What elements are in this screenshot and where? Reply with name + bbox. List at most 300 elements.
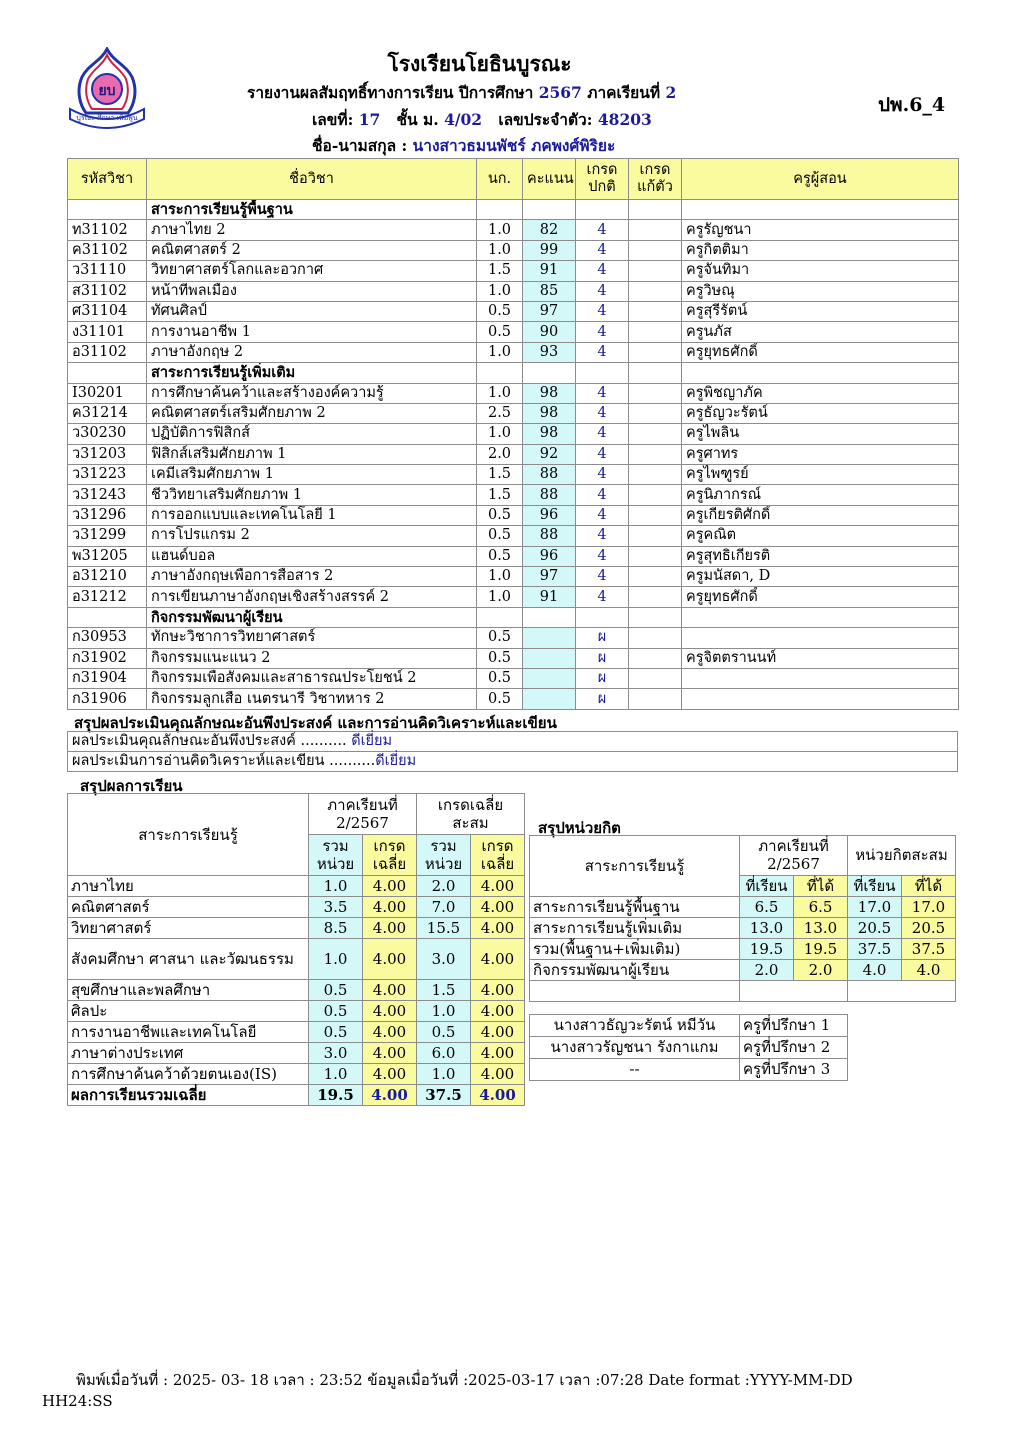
learning-cell: สังคมศึกษา ศาสนา และวัฒนธรรม [68, 939, 309, 980]
credit-cell: 13.0 [740, 918, 794, 939]
subject-cell: ครูกิตติมา [682, 240, 959, 260]
subject-row [68, 485, 959, 505]
subject-cell: 88 [523, 465, 576, 485]
subject-cell: ว31203 [68, 444, 147, 464]
subject-cell: 1.5 [477, 261, 523, 281]
subject-cell: ว31110 [68, 261, 147, 281]
subject-cell: 98 [523, 424, 576, 444]
learning-summary-table: สาระการเรียนรู้ ภาคเรียนที่ 2/2567 เกรดเฉลี่ย สะสม รวม หน่วย เกรด เฉลี่ย รวม หน่วย เกรด เฉลี่ย ภาษาไทย 1.0 4.00 2.0 4.00 คณิตศาสตร์ 3.5 4.00 7.0 4.00 วิทยาศาสตร์ 8.5 4.00 15.5 4.00 สังคมศึกษา ศาสนา และวัฒนธรรม 1.0 4.00 3.0 4.00 สุขศึกษาและพลศึกษา 0.5 4.00 1.5 4.00 ศิลปะ 0.5 4.00 1.0 4.00 การงานอาชีพและเทคโนโลยี 0.5 4.00 0.5 4.00 ภาษาต่างประเทศ 3.0 4.00 6.0 4.00 การศึกษาค้นคว้าด้วยตนเอง(IS) 1.0 4.00 1.0 4.00 ผลการเรียนรวมเฉลี่ย 19.5 4.00 37.5 4.00 [67, 793, 525, 1106]
subject-cell [629, 444, 682, 464]
credit-cell: 13.0 [794, 918, 848, 939]
learning-cell: 15.5 [417, 918, 471, 939]
student-name: นางสาวธมนพัชร์ ภคพงศ์พิริยะ [412, 136, 616, 155]
subject-cell: การศึกษาค้นคว้าและสร้างองค์ความรู้ [147, 383, 477, 403]
subject-cell [629, 465, 682, 485]
section-title: กิจกรรมพัฒนาผู้เรียน [147, 607, 477, 627]
subject-cell: การเขียนภาษาอังกฤษเชิงสร้างสรรค์ 2 [147, 587, 477, 607]
subject-cell [629, 668, 682, 688]
credit-head-area: สาระการเรียนรู้ [530, 836, 740, 897]
learning-cell: 1.0 [417, 1064, 471, 1085]
subject-cell [629, 301, 682, 321]
subject-cell: 4 [576, 322, 629, 342]
subject-cell: ครูพิชญาภัค [682, 383, 959, 403]
subject-cell: 97 [523, 301, 576, 321]
learning-row [68, 918, 525, 939]
subject-cell: 98 [523, 403, 576, 423]
subject-cell: ผ [576, 628, 629, 648]
subject-cell: I30201 [68, 383, 147, 403]
subject-cell: 0.5 [477, 546, 523, 566]
subject-cell: 93 [523, 342, 576, 362]
subject-row [68, 526, 959, 546]
subject-cell: ก31906 [68, 689, 147, 709]
character-evaluation: ผลประเมินคุณลักษณะอันพึงประสงค์ .......... ดีเยี่ยม [68, 732, 958, 752]
subject-cell: ครูรัญชนา [682, 220, 959, 240]
section-title: สาระการเรียนรู้เพิ่มเติม [147, 363, 477, 383]
subject-cell: 4 [576, 220, 629, 240]
subject-cell: ท31102 [68, 220, 147, 240]
learning-row [68, 939, 525, 980]
print-footer-line2: HH24:SS [42, 1392, 113, 1410]
subject-cell: 1.0 [477, 567, 523, 587]
learning-cell: การงานอาชีพและเทคโนโลยี [68, 1022, 309, 1043]
subject-cell: คณิตศาสตร์เสริมศักยภาพ 2 [147, 403, 477, 423]
subject-cell: พ31205 [68, 546, 147, 566]
subject-cell: ส31102 [68, 281, 147, 301]
subject-row [68, 240, 959, 260]
learning-cell: 1.5 [417, 980, 471, 1001]
subject-cell: แฮนด์บอล [147, 546, 477, 566]
subject-cell: 4 [576, 383, 629, 403]
learning-cell: 1.0 [309, 876, 363, 897]
student-id: 48203 [597, 110, 652, 129]
section-row [68, 607, 959, 627]
learning-cell: 4.00 [471, 1064, 525, 1085]
subject-cell: กิจกรรมเพื่อสังคมและสาธารณประโยชน์ 2 [147, 668, 477, 688]
subject-cell: 91 [523, 261, 576, 281]
subject-cell: ผ [576, 668, 629, 688]
grade-header-3: คะแนน [523, 159, 576, 200]
subject-cell: 4 [576, 465, 629, 485]
advisor-row [530, 1059, 848, 1081]
student-name-line: ชื่อ-นามสกุล : นางสาวธมนพัชร์ ภคพงศ์พิริยะ [312, 136, 616, 155]
subject-cell: 4 [576, 526, 629, 546]
learning-cell: 3.5 [309, 897, 363, 918]
subject-cell: การงานอาชีพ 1 [147, 322, 477, 342]
subject-cell: 4 [576, 301, 629, 321]
learning-row [68, 876, 525, 897]
advisor-row [530, 1015, 848, 1037]
subject-cell: ครูนิภากรณ์ [682, 485, 959, 505]
subject-cell [629, 240, 682, 260]
subject-cell: ภาษาอังกฤษ 2 [147, 342, 477, 362]
learning-total-cell: ผลการเรียนรวมเฉลี่ย [68, 1085, 309, 1106]
learning-cell: 0.5 [417, 1022, 471, 1043]
subject-cell: 4 [576, 505, 629, 525]
credit-cell: 2.0 [740, 960, 794, 981]
learning-cell: 2.0 [417, 876, 471, 897]
subject-row [68, 628, 959, 648]
subject-cell [629, 546, 682, 566]
learning-row [68, 897, 525, 918]
learning-cell: 1.0 [309, 939, 363, 980]
subject-cell [629, 648, 682, 668]
learning-total-cell: 19.5 [309, 1085, 363, 1106]
evaluation-table [67, 731, 958, 772]
credit-cell: 37.5 [902, 939, 956, 960]
credit-cell: 19.5 [740, 939, 794, 960]
subject-cell: อ31210 [68, 567, 147, 587]
subject-cell: 4 [576, 261, 629, 281]
subject-cell: 96 [523, 505, 576, 525]
student-class: 4/02 [444, 110, 483, 129]
subject-row [68, 648, 959, 668]
credit-cell: 6.5 [794, 897, 848, 918]
subject-cell: ครูยุทธศักดิ์ [682, 342, 959, 362]
svg-text:บูรณะ ศึกษา เพิ่มพูน: บูรณะ ศึกษา เพิ่มพูน [76, 114, 138, 122]
subject-cell: 2.0 [477, 444, 523, 464]
subject-cell: 90 [523, 322, 576, 342]
credit-cell: กิจกรรมพัฒนาผู้เรียน [530, 960, 740, 981]
subject-cell [682, 689, 959, 709]
subject-cell: วิทยาศาสตร์โลกและอวกาศ [147, 261, 477, 281]
subject-cell [523, 628, 576, 648]
learning-cell: สุขศึกษาและพลศึกษา [68, 980, 309, 1001]
subject-cell [523, 668, 576, 688]
grade-header-2: นก. [477, 159, 523, 200]
subject-cell: ชีววิทยาเสริมศักยภาพ 1 [147, 485, 477, 505]
subject-cell: ผ [576, 689, 629, 709]
learning-cell: 4.00 [363, 918, 417, 939]
subject-cell [629, 383, 682, 403]
advisor-role: ครูที่ปรึกษา 1 [740, 1015, 848, 1037]
credit-head-semester: ภาคเรียนที่ 2/2567 [740, 836, 848, 876]
learning-cell: 4.00 [363, 939, 417, 980]
subject-cell: ครูไพฑูรย์ [682, 465, 959, 485]
credit-cell: รวม(พื้นฐาน+เพิ่มเติม) [530, 939, 740, 960]
print-footer: พิมพ์เมื่อวันที่ : 2025- 03- 18 เวลา : 23:52 ข้อมูลเมื่อวันที่ :2025-03-17 เวลา :07:28 Date format :YYYY-MM-DD [76, 1371, 853, 1389]
advisor-role: ครูที่ปรึกษา 3 [740, 1059, 848, 1081]
subject-cell: 82 [523, 220, 576, 240]
learning-cell: 4.00 [471, 1022, 525, 1043]
subject-row [68, 220, 959, 240]
subject-cell [629, 628, 682, 648]
credit-cell: 17.0 [848, 897, 902, 918]
grade-header-5: เกรด แก้ตัว [629, 159, 682, 200]
subject-cell: ง31101 [68, 322, 147, 342]
subject-cell: 91 [523, 587, 576, 607]
learning-cell: 4.00 [363, 1064, 417, 1085]
credit-cell: 37.5 [848, 939, 902, 960]
subject-cell: 2.5 [477, 403, 523, 423]
subject-cell: 1.0 [477, 240, 523, 260]
learning-total-cell: 4.00 [363, 1085, 417, 1106]
subject-cell: การโปรแกรม 2 [147, 526, 477, 546]
subject-cell [629, 526, 682, 546]
advisor-row [530, 1037, 848, 1059]
subject-cell: 0.5 [477, 689, 523, 709]
subject-cell: หน้าที่พลเมือง [147, 281, 477, 301]
subject-cell: ก30953 [68, 628, 147, 648]
subject-cell: การออกแบบและเทคโนโลยี 1 [147, 505, 477, 525]
student-number: 17 [358, 110, 381, 129]
subject-cell: ว31223 [68, 465, 147, 485]
learning-row [68, 1064, 525, 1085]
subject-cell: 4 [576, 546, 629, 566]
subject-cell [629, 322, 682, 342]
credit-cell: 17.0 [902, 897, 956, 918]
subject-cell: 4 [576, 403, 629, 423]
section-title: สาระการเรียนรู้พื้นฐาน [147, 200, 477, 220]
advisor-table [529, 1014, 848, 1081]
learning-cell: การศึกษาค้นคว้าด้วยตนเอง(IS) [68, 1064, 309, 1085]
subject-cell: ก31902 [68, 648, 147, 668]
learning-total-row [68, 1085, 525, 1106]
subject-cell: 1.5 [477, 465, 523, 485]
subject-cell [682, 668, 959, 688]
learning-cell: 3.0 [417, 939, 471, 980]
learning-cell: 6.0 [417, 1043, 471, 1064]
learning-row [68, 1001, 525, 1022]
grade-header-4: เกรด ปกติ [576, 159, 629, 200]
subject-cell: ครูนภัส [682, 322, 959, 342]
subject-cell: 0.5 [477, 628, 523, 648]
subject-cell: 1.0 [477, 342, 523, 362]
subject-cell: ครูมนัสดา, D [682, 567, 959, 587]
credit-cell: 19.5 [794, 939, 848, 960]
subject-cell: คณิตศาสตร์ 2 [147, 240, 477, 260]
subject-cell: ครูสุรีรัตน์ [682, 301, 959, 321]
learning-summary-title: สรุปผลการเรียน [80, 777, 183, 795]
subject-cell: ว31299 [68, 526, 147, 546]
subject-row [68, 465, 959, 485]
learning-cell: 4.00 [471, 1001, 525, 1022]
student-info-line: เลขที่: 17 ชั้น ม. 4/02 เลขประจำตัว: 48203 [312, 110, 652, 129]
subject-cell: 4 [576, 240, 629, 260]
subject-cell: ครูคณิต [682, 526, 959, 546]
subject-cell: 4 [576, 281, 629, 301]
subject-cell: ครูจันทิมา [682, 261, 959, 281]
learn-head-area: สาระการเรียนรู้ [68, 794, 309, 876]
subject-cell: 4 [576, 342, 629, 362]
subject-row [68, 261, 959, 281]
subject-row [68, 424, 959, 444]
learning-cell: ภาษาไทย [68, 876, 309, 897]
subject-cell: เคมีเสริมศักยภาพ 1 [147, 465, 477, 485]
subject-cell: 0.5 [477, 505, 523, 525]
subject-cell: 92 [523, 444, 576, 464]
credit-row [530, 897, 956, 918]
subject-cell: 0.5 [477, 668, 523, 688]
credit-cell: 20.5 [902, 918, 956, 939]
subject-cell: 0.5 [477, 301, 523, 321]
subject-cell: ครูศาทร [682, 444, 959, 464]
subject-cell: 1.5 [477, 485, 523, 505]
learning-cell: 4.00 [363, 1043, 417, 1064]
subject-cell: ครูยุทธศักดิ์ [682, 587, 959, 607]
subject-row [68, 689, 959, 709]
subject-cell: ว30230 [68, 424, 147, 444]
learning-row [68, 1022, 525, 1043]
subject-cell: ผ [576, 648, 629, 668]
learning-cell: 1.0 [417, 1001, 471, 1022]
subject-row [68, 587, 959, 607]
credit-cell: 4.0 [902, 960, 956, 981]
reading-evaluation: ผลประเมินการอ่านคิดวิเคราะห์และเขียน ..........ดีเยี่ยม [68, 752, 958, 772]
credit-cell: 2.0 [794, 960, 848, 981]
advisor-role: ครูที่ปรึกษา 2 [740, 1037, 848, 1059]
subject-cell: 85 [523, 281, 576, 301]
learning-cell: 4.00 [471, 918, 525, 939]
subject-cell: 1.0 [477, 383, 523, 403]
grade-header-6: ครูผู้สอน [682, 159, 959, 200]
subject-cell: กิจกรรมแนะแนว 2 [147, 648, 477, 668]
credit-summary-table: สาระการเรียนรู้ ภาคเรียนที่ 2/2567 หน่วยกิตสะสม ที่เรียน ที่ได้ ที่เรียน ที่ได้ สาระการเรียนรู้พื้นฐาน 6.5 6.5 17.0 17.0 สาระการเรียนรู้เพิ่มเติม 13.0 13.0 20.5 20.5 รวม(พื้นฐาน+เพิ่มเติม) 19.5 19.5 37.5 37.5 กิจกรรมพัฒนาผู้เรียน 2.0 2.0 4.0 4.0 [529, 835, 956, 1002]
subject-cell: อ31212 [68, 587, 147, 607]
form-code: ปพ.6_4 [878, 94, 946, 116]
subject-cell: 4 [576, 424, 629, 444]
learning-total-cell: 37.5 [417, 1085, 471, 1106]
learning-row [68, 1043, 525, 1064]
subject-cell [629, 505, 682, 525]
subject-cell: 4 [576, 444, 629, 464]
subject-cell: 1.0 [477, 424, 523, 444]
subject-cell [629, 689, 682, 709]
subject-cell [523, 648, 576, 668]
subject-cell [629, 220, 682, 240]
subject-cell [682, 628, 959, 648]
subject-cell: 4 [576, 567, 629, 587]
learn-head-cumulative: เกรดเฉลี่ย สะสม [417, 794, 525, 835]
subject-cell [629, 587, 682, 607]
subject-cell: ก31904 [68, 668, 147, 688]
learning-cell: 4.00 [363, 876, 417, 897]
learning-cell: 0.5 [309, 1001, 363, 1022]
subject-cell [629, 281, 682, 301]
subject-cell: 96 [523, 546, 576, 566]
learning-cell: 4.00 [471, 939, 525, 980]
subject-cell: 4 [576, 587, 629, 607]
subject-cell: 4 [576, 485, 629, 505]
subject-cell: กิจกรรมลูกเสือ เนตรนารี วิชาทหาร 2 [147, 689, 477, 709]
credit-cell: 6.5 [740, 897, 794, 918]
subject-row [68, 668, 959, 688]
subject-row [68, 281, 959, 301]
subject-cell: ภาษาไทย 2 [147, 220, 477, 240]
subject-cell: 98 [523, 383, 576, 403]
section-row [68, 200, 959, 220]
subject-cell [629, 342, 682, 362]
subject-cell: ครูไพลิน [682, 424, 959, 444]
subject-cell: 1.0 [477, 220, 523, 240]
subject-row [68, 546, 959, 566]
learning-cell: ภาษาต่างประเทศ [68, 1043, 309, 1064]
subject-cell: 97 [523, 567, 576, 587]
subject-cell: ฟิสิกส์เสริมศักยภาพ 1 [147, 444, 477, 464]
subject-cell [629, 567, 682, 587]
grade-header-1: ชื่อวิชา [147, 159, 477, 200]
subject-cell [523, 689, 576, 709]
evaluation-title: สรุปผลประเมินคุณลักษณะอันพึงประสงค์ และการอ่านคิดวิเคราะห์และเขียน [74, 714, 557, 732]
subject-cell: ว31243 [68, 485, 147, 505]
subject-cell: ภาษาอังกฤษเพื่อการสื่อสาร 2 [147, 567, 477, 587]
credit-head-cumulative: หน่วยกิตสะสม [848, 836, 956, 876]
subject-cell [629, 403, 682, 423]
subject-cell: 88 [523, 485, 576, 505]
learning-cell: 4.00 [363, 897, 417, 918]
credit-row [530, 960, 956, 981]
subject-cell: ครูวิษณุ [682, 281, 959, 301]
subject-cell: ศ31104 [68, 301, 147, 321]
advisor-name: นางสาวธัญวะรัตน์ หมีวัน [530, 1015, 740, 1037]
academic-year: 2567 [538, 83, 582, 102]
subject-cell: ค31102 [68, 240, 147, 260]
svg-text:ยบ: ยบ [98, 83, 116, 99]
learning-cell: 7.0 [417, 897, 471, 918]
subject-row [68, 567, 959, 587]
learning-cell: 4.00 [363, 980, 417, 1001]
credit-cell: 4.0 [848, 960, 902, 981]
credit-cell: สาระการเรียนรู้เพิ่มเติม [530, 918, 740, 939]
learning-cell: 4.00 [471, 897, 525, 918]
subject-cell: ปฏิบัติการฟิสิกส์ [147, 424, 477, 444]
subject-cell: 1.0 [477, 587, 523, 607]
subject-cell: อ31102 [68, 342, 147, 362]
credit-summary-title: สรุปหน่วยกิต [538, 819, 621, 837]
semester: 2 [665, 83, 677, 102]
learning-cell: 3.0 [309, 1043, 363, 1064]
learning-total-cell: 4.00 [471, 1085, 525, 1106]
learning-cell: 4.00 [471, 980, 525, 1001]
grade-header-0: รหัสวิชา [68, 159, 147, 200]
learning-cell: วิทยาศาสตร์ [68, 918, 309, 939]
credit-row [530, 939, 956, 960]
subject-row [68, 301, 959, 321]
learning-cell: 0.5 [309, 980, 363, 1001]
subject-cell: ครูเกียรติศักดิ์ [682, 505, 959, 525]
subject-row [68, 403, 959, 423]
grade-table [67, 158, 959, 710]
subject-row [68, 444, 959, 464]
learning-cell: 4.00 [363, 1022, 417, 1043]
learn-head-semester: ภาคเรียนที่ 2/2567 [309, 794, 417, 835]
subject-cell: ครูธัญวะรัตน์ [682, 403, 959, 423]
subject-cell: 88 [523, 526, 576, 546]
learning-cell: 4.00 [363, 1001, 417, 1022]
credit-cell: สาระการเรียนรู้พื้นฐาน [530, 897, 740, 918]
subject-cell: ทักษะวิชาการวิทยาศาสตร์ [147, 628, 477, 648]
learning-cell: 8.5 [309, 918, 363, 939]
learning-cell: 1.0 [309, 1064, 363, 1085]
advisor-name: -- [530, 1059, 740, 1081]
subject-cell: 1.0 [477, 281, 523, 301]
subject-cell [629, 424, 682, 444]
subject-cell [629, 261, 682, 281]
subject-cell: ครูจิตตรานนท์ [682, 648, 959, 668]
advisor-name: นางสาวรัญชนา รังกาแกม [530, 1037, 740, 1059]
learning-cell: คณิตศาสตร์ [68, 897, 309, 918]
subject-cell: 99 [523, 240, 576, 260]
credit-row [530, 918, 956, 939]
subject-cell: 0.5 [477, 322, 523, 342]
subject-row [68, 383, 959, 403]
learning-row [68, 980, 525, 1001]
subject-cell: ทัศนศิลป์ [147, 301, 477, 321]
credit-cell: 20.5 [848, 918, 902, 939]
subject-cell [629, 485, 682, 505]
subject-row [68, 505, 959, 525]
subject-row [68, 322, 959, 342]
